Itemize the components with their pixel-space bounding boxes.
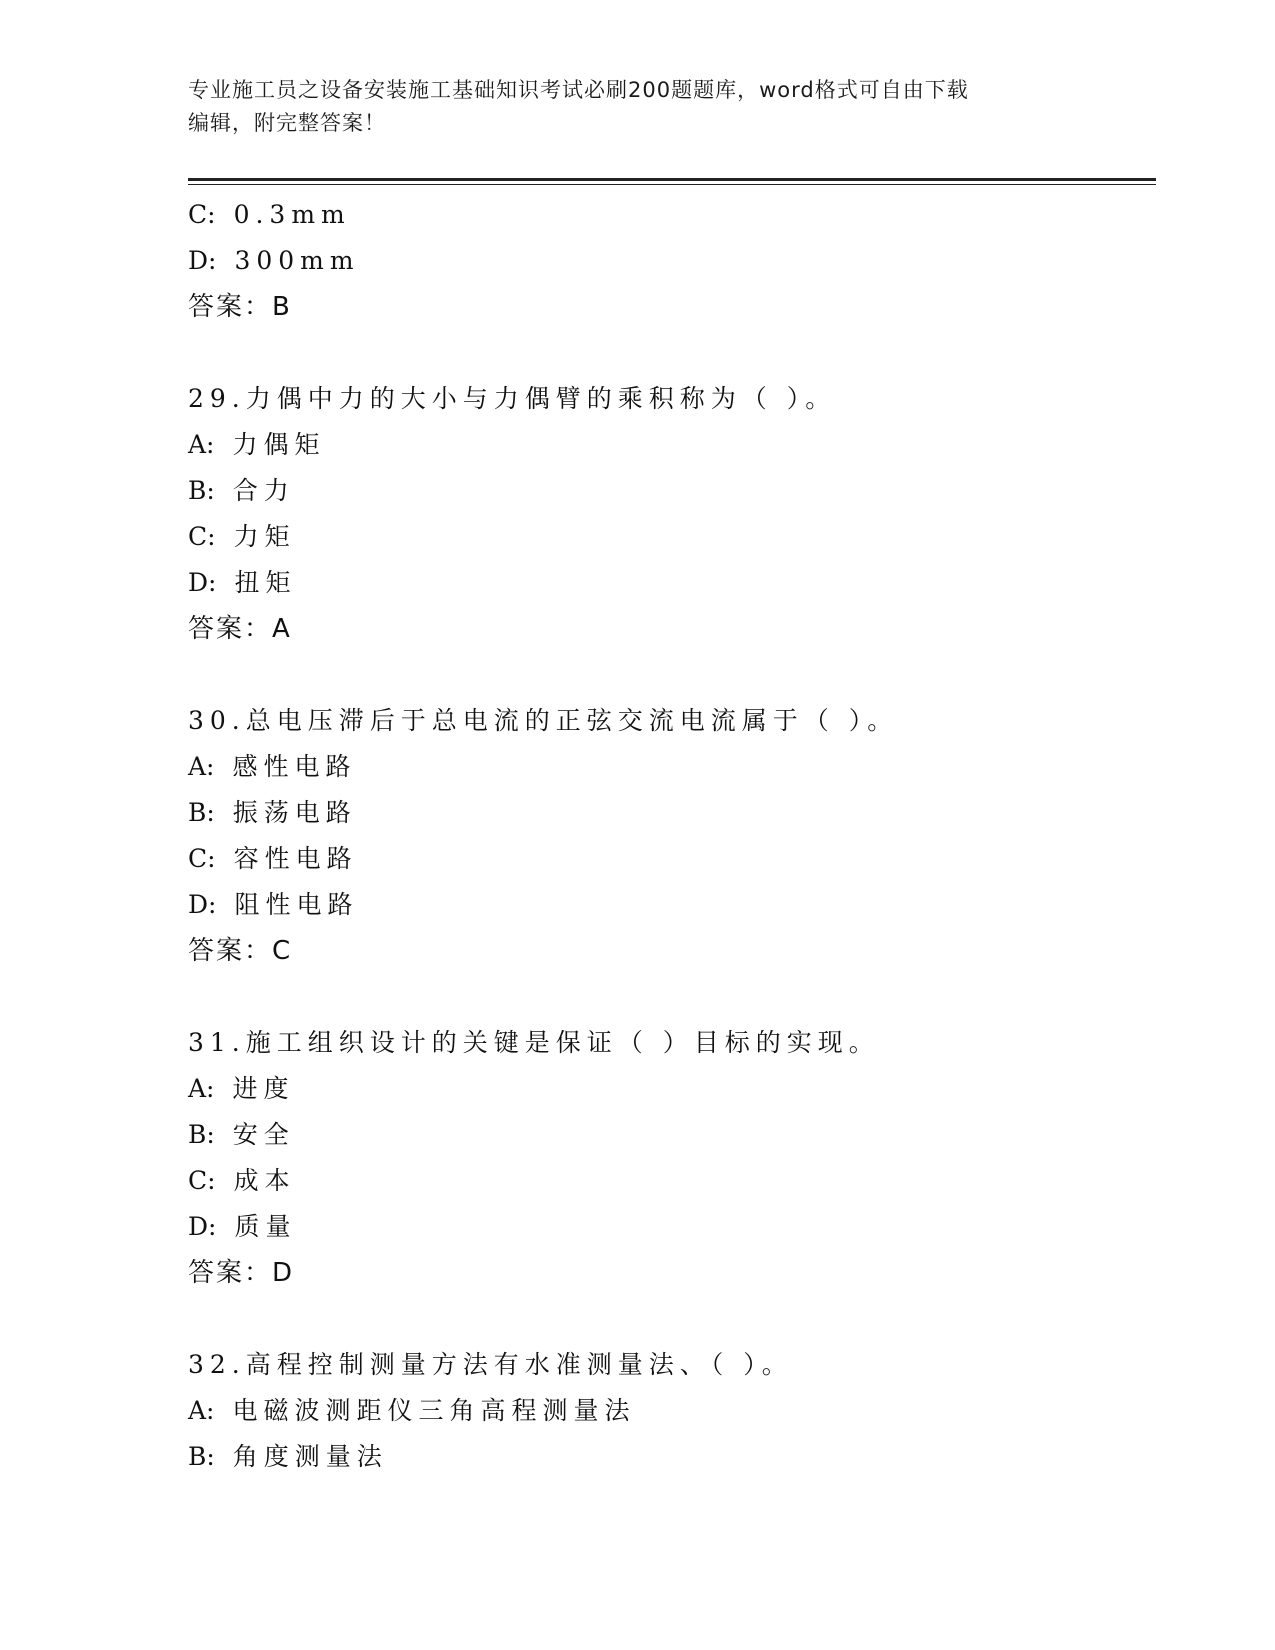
question-29 — [188, 376, 1156, 652]
question-spacer — [188, 330, 1156, 376]
question-spacer — [188, 1296, 1156, 1342]
option-text: 扭矩 — [234, 568, 297, 597]
option-text: 感性电路 — [232, 752, 357, 781]
option-text: 成本 — [233, 1166, 296, 1195]
option-b — [188, 790, 1156, 836]
option-text: 质量 — [234, 1212, 297, 1241]
option-text: 0.3mm — [233, 200, 351, 229]
option-key: C: — [188, 1166, 216, 1195]
header-title-line-2: 编辑，附完整答案！ — [188, 111, 386, 135]
option-key: D: — [188, 568, 217, 597]
question-32 — [188, 1342, 1156, 1480]
option-key: A: — [188, 1074, 215, 1103]
question-stem: 32.高程控制测量方法有水准测量法、（ ）。 — [188, 1350, 793, 1379]
option-a — [188, 744, 1156, 790]
option-a — [188, 1388, 1156, 1434]
option-a — [188, 422, 1156, 468]
option-b — [188, 1112, 1156, 1158]
header-divider-thick — [188, 178, 1156, 181]
option-key: A: — [188, 430, 215, 459]
option-text: 300mm — [234, 246, 360, 275]
option-key: B: — [188, 798, 215, 827]
option-text: 角度测量法 — [232, 1442, 388, 1471]
option-d — [188, 560, 1156, 606]
option-key: C: — [188, 844, 216, 873]
option-text: 力矩 — [233, 522, 296, 551]
question-list — [188, 192, 1156, 1480]
option-c — [188, 836, 1156, 882]
option-a — [188, 1066, 1156, 1112]
question-stem: 30.总电压滞后于总电流的正弦交流电流属于（ ）。 — [188, 706, 899, 735]
option-key: A: — [188, 752, 215, 781]
option-c — [188, 1158, 1156, 1204]
option-key: D: — [188, 1212, 217, 1241]
option-text: 力偶矩 — [232, 430, 326, 459]
option-key: B: — [188, 476, 215, 505]
question-spacer — [188, 974, 1156, 1020]
option-c — [188, 514, 1156, 560]
option-text: 阻性电路 — [234, 890, 359, 919]
option-d — [188, 882, 1156, 928]
option-key: B: — [188, 1442, 215, 1471]
option-text: 合力 — [232, 476, 295, 505]
option-d — [188, 238, 1156, 284]
option-key: C: — [188, 522, 216, 551]
question-carryover — [188, 192, 1156, 330]
answer-line: 答案：C — [188, 936, 293, 966]
option-b — [188, 1434, 1156, 1480]
option-key: D: — [188, 246, 217, 275]
question-31 — [188, 1020, 1156, 1296]
header-title-line-1: 专业施工员之设备安装施工基础知识考试必刷200题题库，word格式可自由下载 — [188, 78, 969, 102]
question-stem: 29.力偶中力的大小与力偶臂的乘积称为（ ）。 — [188, 384, 837, 413]
option-d — [188, 1204, 1156, 1250]
option-key: B: — [188, 1120, 215, 1149]
answer-line: 答案：B — [188, 292, 292, 322]
option-key: A: — [188, 1396, 215, 1425]
option-key: C: — [188, 200, 216, 229]
option-c — [188, 192, 1156, 238]
answer-line: 答案：D — [188, 1258, 295, 1288]
question-30 — [188, 698, 1156, 974]
question-stem: 31.施工组织设计的关键是保证（ ）目标的实现。 — [188, 1028, 880, 1057]
answer-line: 答案：A — [188, 614, 292, 644]
option-text: 电磁波测距仪三角高程测量法 — [232, 1396, 636, 1425]
option-text: 容性电路 — [233, 844, 358, 873]
question-spacer — [188, 652, 1156, 698]
option-key: D: — [188, 890, 217, 919]
document-header — [188, 74, 1078, 140]
header-divider-thin — [188, 184, 1156, 185]
option-text: 进度 — [232, 1074, 295, 1103]
option-b — [188, 468, 1156, 514]
option-text: 安全 — [232, 1120, 295, 1149]
option-text: 振荡电路 — [232, 798, 357, 827]
